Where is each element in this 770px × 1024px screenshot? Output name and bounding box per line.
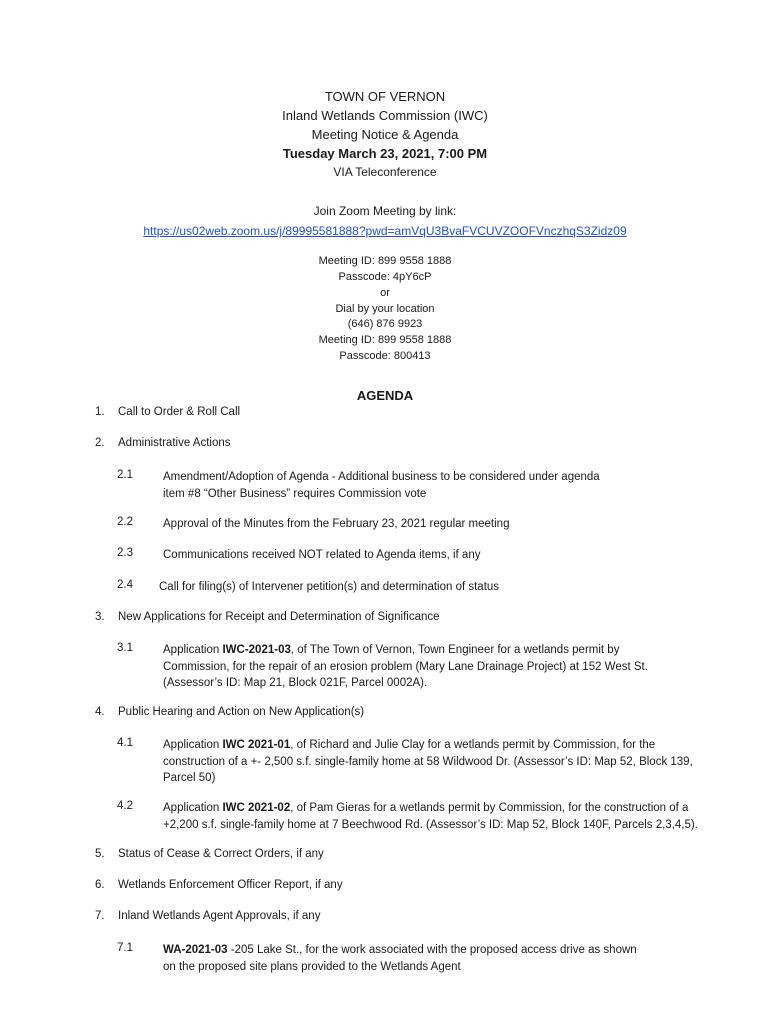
subitem-line: construction of a +- 2,500 s.f. single-family home at 58 Wildwood Dr. (Assessor’s ID: Map 52, Block 139, [163,755,693,768]
dial-location: Dial by your location [335,303,435,315]
subitem-line [163,942,723,959]
item-number: 3. [95,611,105,623]
item-text: Administrative Actions [118,437,231,449]
application-id: WA-2021-03 [163,944,228,956]
application-id: IWC 2021-01 [222,739,291,751]
text-run: , of Richard and Julie Clay for a wetlands permit by Commission, for the [290,739,656,751]
subitem-line: (Assessor’s ID: Map 21, Block 021F, Parcel 0002A). [163,677,428,689]
text-run: Application [163,739,223,751]
text-run: Application [163,644,223,656]
or-separator: or [380,287,390,299]
item-number: 1. [95,406,105,418]
passcode-dial: Passcode: 800413 [339,350,431,362]
text-run: -205 Lake St., for the work associated with the proposed access drive as shown [227,944,637,956]
meeting-id-dial: Meeting ID: 899 9558 1888 [318,334,452,346]
item-number: 6. [95,879,105,891]
subitem-number: 4.1 [117,737,133,749]
text-run: , of Pam Gieras for a wetlands permit by Commission, for the construction of a [290,802,689,814]
subitem-number: 2.2 [117,516,133,528]
zoom-link-row [0,222,770,240]
agenda-heading: AGENDA [356,388,414,403]
phone-number: (646) 876 9923 [347,318,423,330]
subitem-text [163,642,723,692]
subitem-line: Commission, for the repair of an erosion problem (Mary Lane Drainage Project) at 152 West St. [163,660,648,673]
subitem-number: 2.4 [117,579,133,591]
item-text: Public Hearing and Action on New Application(s) [118,706,365,718]
item-text: Status of Cease & Correct Orders, if any [118,848,324,860]
item-number: 7. [95,910,105,922]
subitem-number: 7.1 [117,942,133,954]
item-number: 5. [95,848,105,860]
subitem-line [163,800,743,817]
zoom-link[interactable]: https://us02web.zoom.us/j/89995581888?pwd=amVqU3BvaFVCUVZOOFVnczhqS3Zidz09 [143,224,627,238]
subitem-number: 2.3 [117,547,133,559]
notice-title: Meeting Notice & Agenda [311,127,459,142]
subitem-line: Amendment/Adoption of Agenda - Additional business to be considered under agenda [163,471,600,483]
subitem-line: item #8 “Other Business” requires Commission vote [163,487,427,500]
subitem-text [163,469,723,502]
subitem-text: Call for filing(s) of Intervener petition(s) and determination of status [159,581,500,593]
subitem-text: Approval of the Minutes from the February 23, 2021 regular meeting [163,518,510,530]
subitem-text: Communications received NOT related to Agenda items, if any [163,549,481,561]
meeting-id: Meeting ID: 899 9558 1888 [318,255,452,267]
item-text: Call to Order & Roll Call [118,406,241,418]
town-title: TOWN OF VERNON [324,89,446,104]
subitem-line: on the proposed site plans provided to the Wetlands Agent [163,960,461,973]
subitem-line: Parcel 50) [163,772,216,784]
subitem-number: 2.1 [117,469,133,481]
item-number: 2. [95,437,105,449]
subitem-text [163,942,723,975]
subitem-text [163,737,723,787]
application-id: IWC 2021-02 [222,802,291,814]
meeting-date: Tuesday March 23, 2021, 7:00 PM [282,146,488,161]
subitem-number: 4.2 [117,800,133,812]
text-run: Application [163,802,223,814]
subitem-text [163,800,743,833]
commission-name: Inland Wetlands Commission (IWC) [282,108,488,123]
item-text: Inland Wetlands Agent Approvals, if any [118,910,321,922]
application-id: IWC-2021-03 [222,644,291,656]
subitem-line [163,737,723,754]
item-text: New Applications for Receipt and Determination of Significance [118,611,440,623]
subitem-number: 3.1 [117,642,133,654]
join-zoom-label: Join Zoom Meeting by link: [313,204,457,218]
subitem-line: +2,200 s.f. single-family home at 7 Beechwood Rd. (Assessor’s ID: Map 52, Block 140F, Parcels 2,3,4,5). [163,818,698,831]
subitem-line [163,642,723,659]
passcode: Passcode: 4pY6cP [338,271,432,283]
via-teleconference: VIA Teleconference [333,165,437,179]
item-text: Wetlands Enforcement Officer Report, if any [118,879,343,891]
item-number: 4. [95,706,105,718]
text-run: , of The Town of Vernon, Town Engineer for a wetlands permit by [290,644,620,656]
